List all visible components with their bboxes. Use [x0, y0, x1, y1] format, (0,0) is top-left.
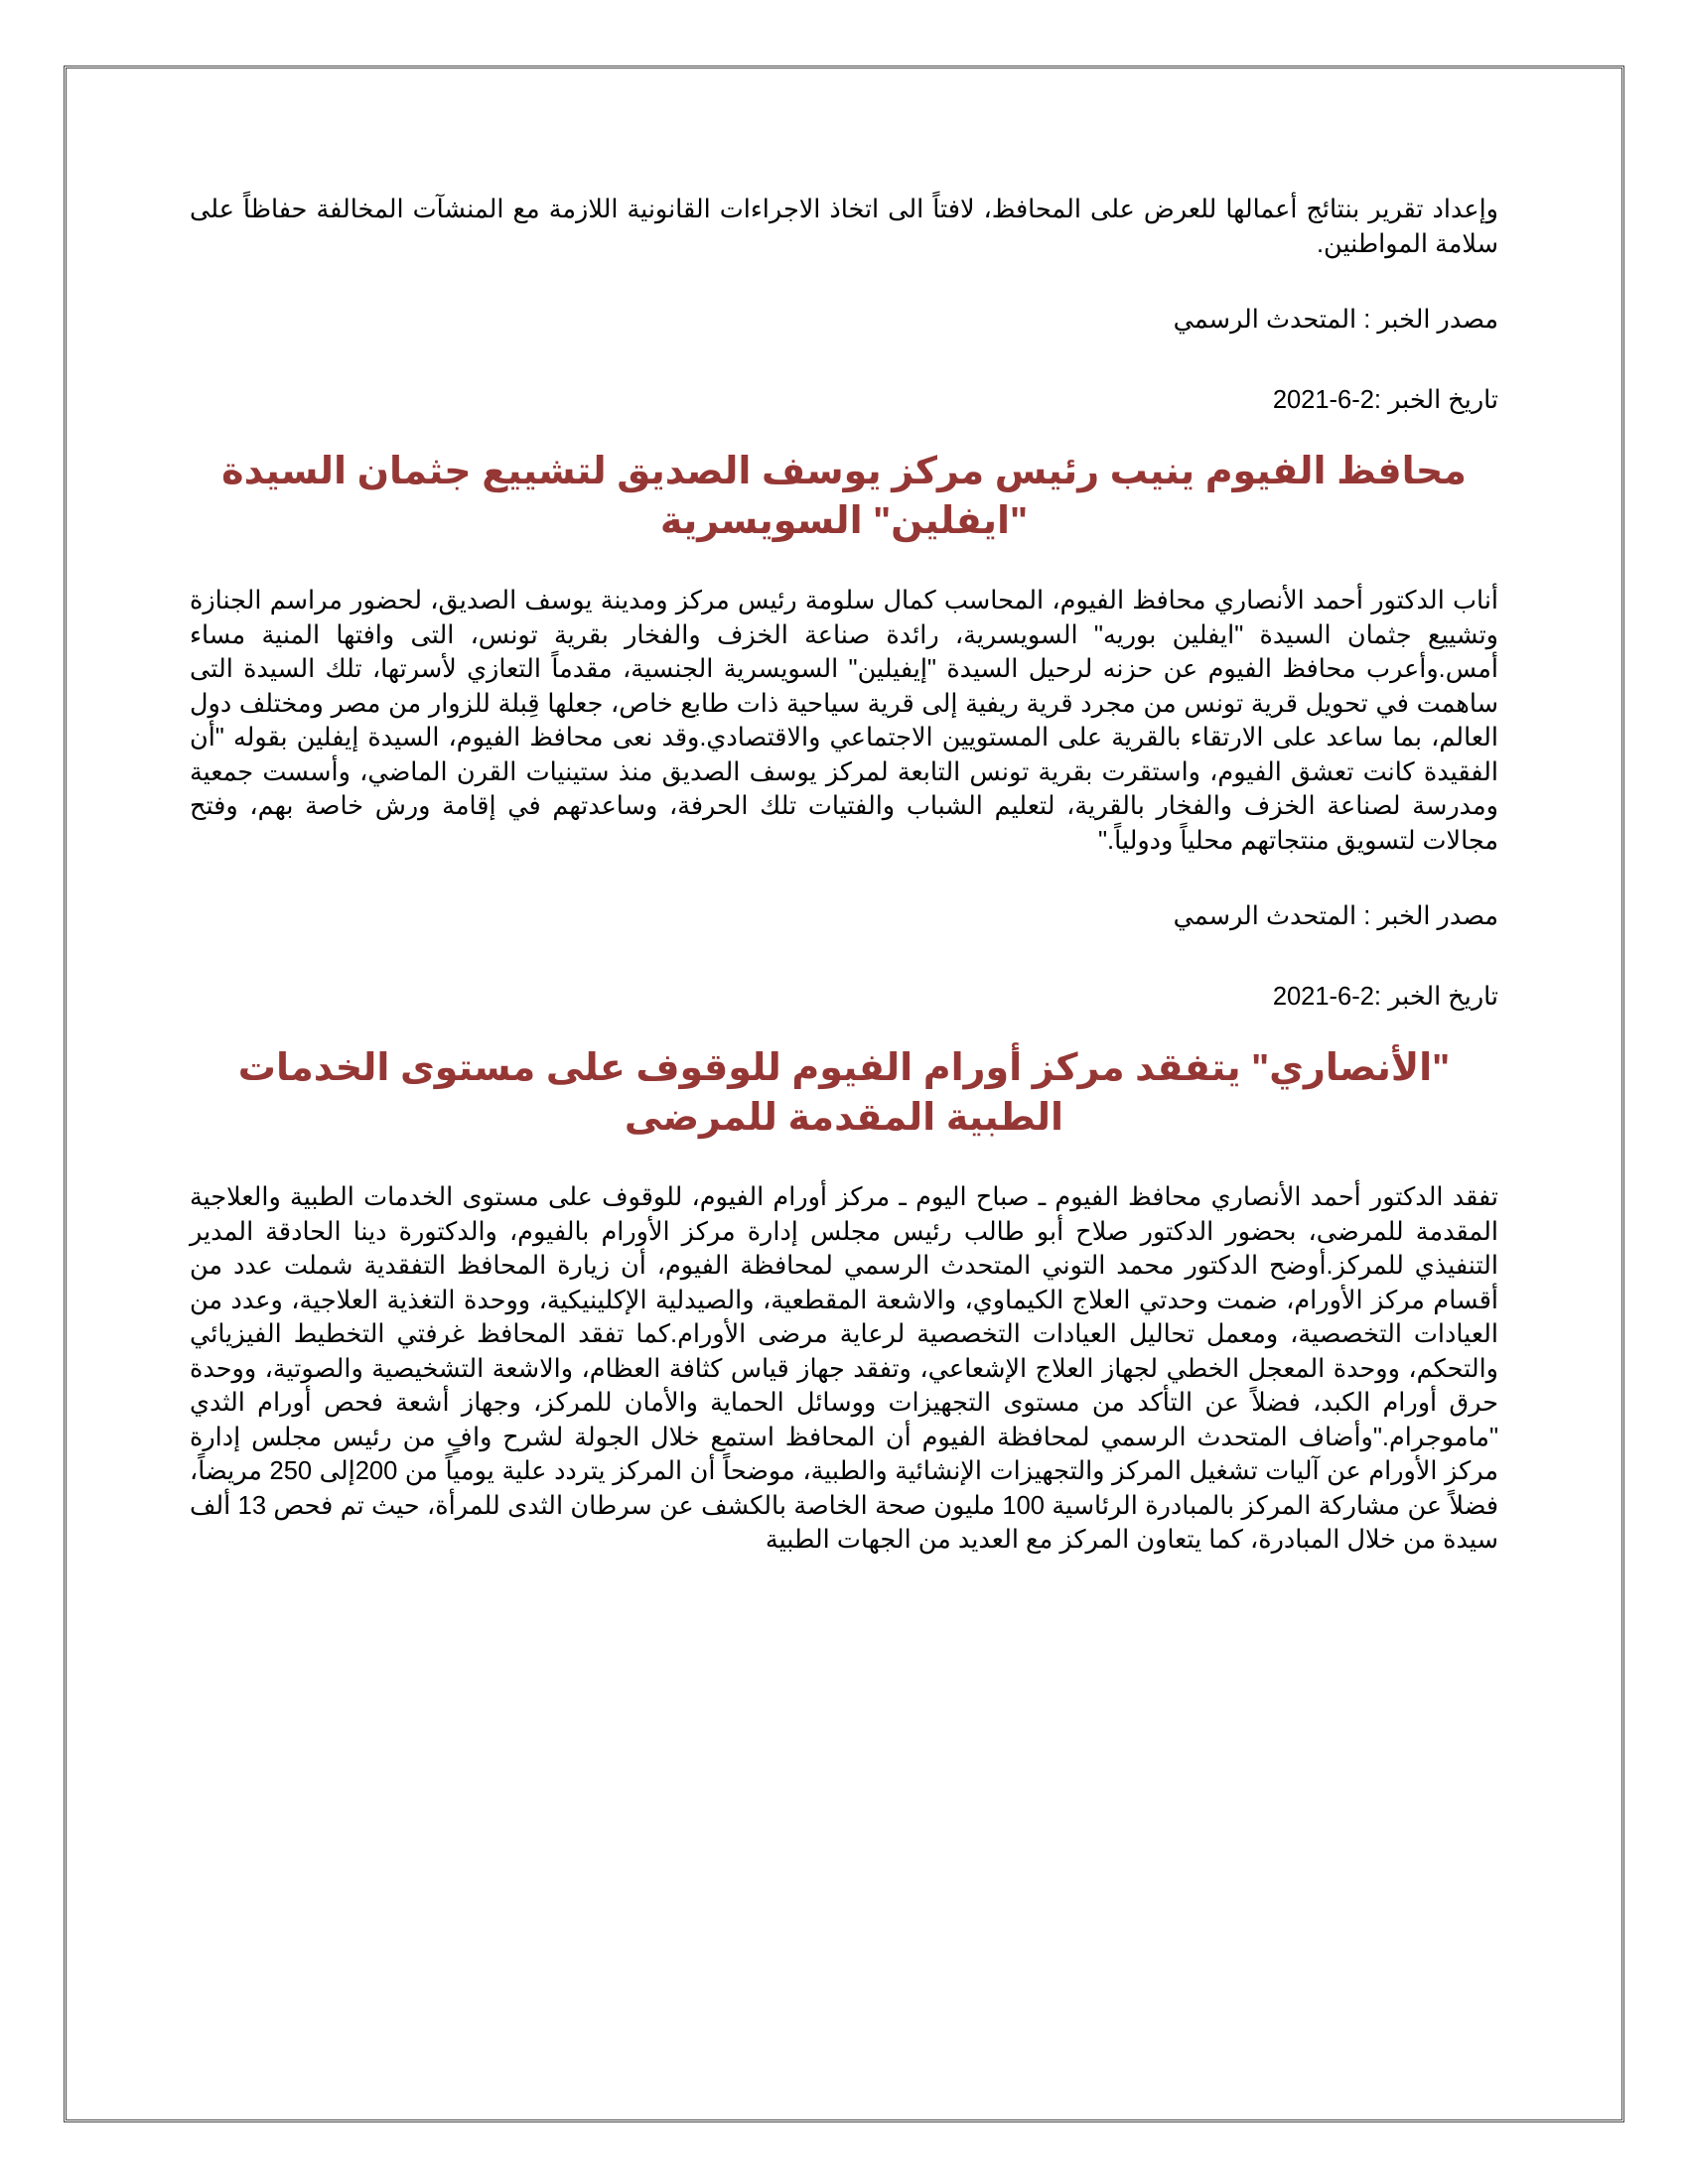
news-date: تاريخ الخبر :2-6-2021 — [1272, 983, 1498, 1011]
article-title: "الأنصاري" يتفقد مركز أورام الفيوم للوقوف على مستوى الخدمات الطبية المقدمة للمرضى — [237, 1047, 1451, 1139]
intro-paragraph: وإعداد تقرير بنتائج أعمالها للعرض على المحافظ، لافتاً الى اتخاذ الاجراءات القانونية اللازمة مع المنشآت المخالفة حفاظاً على سلامة المواطنين. — [190, 196, 1498, 258]
article-title: محافظ الفيوم ينيب رئيس مركز يوسف الصديق لتشييع جثمان السيدة "ايفلين" السويسرية — [221, 451, 1467, 542]
article-body: تفقد الدكتور أحمد الأنصاري محافظ الفيوم ـ صباح اليوم ـ مركز أورام الفيوم، للوقوف على مستوى الخدمات الطبية والعلاجية المقدمة للمرضى، بحضور الدكتور صلاح أبو طالب رئيس مجلس إدارة مركز الأورام بالفيوم، والدكتورة دينا الحادقة المدير التنفيذي للمركز.أوضح الدكتور محمد التوني المتحدث الرسمي لمحافظة الفيوم، أن زيارة المحافظ التفقدية شملت عدد من أقسام مركز الأورام، ضمت وحدتي العلاج الكيماوي، والاشعة المقطعية، والصيدلية الإكلينيكية، ووحدة التغذية العلاجية، وعدد من العيادات التخصصية، ومعمل تحاليل العيادات التخصصية لرعاية مرضى الأورام.كما تفقد المحافظ غرفتي التخطيط الفيزيائي والتحكم، ووحدة المعجل الخطي لجهاز العلاج الإشعاعي، وتفقد جهاز قياس كثافة العظام، والاشعة التشخيصية والصوتية، ووحدة حرق أورام الكبد، فضلاً عن التأكد من مستوى التجهيزات ووسائل الحماية والأمان للمركز، وجهاز أشعة فحص أورام الثدي "ماموجرام."وأضاف المتحدث الرسمي لمحافظة الفيوم أن المحافظ استمع خلال الجولة لشرح وافٍ من رئيس مجلس إدارة مركز الأورام عن آليات تشغيل المركز والتجهيزات الإنشائية والطبية، موضحاً أن المركز يتردد علية يومياً من 200إلى 250 مريضاً، فضلاً عن مشاركة المركز بالمبادرة الرئاسية 100 مليون صحة الخاصة بالكشف عن سرطان الثدى للمرأة، حيث تم فحص 13 ألف سيدة من خلال المبادرة، كما يتعاون المركز مع العديد من الجهات الطبية — [190, 1183, 1499, 1554]
article-body: أناب الدكتور أحمد الأنصاري محافظ الفيوم، المحاسب كمال سلومة رئيس مركز ومدينة يوسف الصديق، لحضور مراسم الجنازة وتشييع جثمان السيدة "ايفلين بوريه" السويسرية، رائدة صناعة الخزف والفخار بقرية تونس، التى وافتها المنية مساء أمس.وأعرب محافظ الفيوم عن حزنه لرحيل السيدة "إيفيلين" السويسرية الجنسية، مقدماً التعازي لأسرتها، تلك السيدة التى ساهمت في تحويل قرية تونس من مجرد قرية ريفية إلى قرية سياحية ذات طابع خاص، جعلها قِبلة للزوار من مصر ومختلف دول العالم، بما ساعد على الارتقاء بالقرية على المستويين الاجتماعي والاقتصادي.وقد نعى محافظ الفيوم، السيدة إيفلين بقوله "أن الفقيدة كانت تعشق الفيوم، واستقرت بقرية تونس التابعة لمركز يوسف الصديق منذ ستينيات القرن الماضي، وأسست جمعية ومدرسة لصناعة الخزف والفخار بالقرية، لتعليم الشباب والفتيات تلك الحرفة، وساعدتهم في إقامة ورش خاصة بهم، وفتح مجالات لتسويق منتجاتهم محلياً ودولياً." — [190, 587, 1498, 855]
news-date: تاريخ الخبر :2-6-2021 — [1272, 386, 1498, 414]
document-body — [190, 193, 1498, 1558]
news-source: مصدر الخبر : المتحدث الرسمي — [1173, 306, 1498, 334]
news-source: مصدر الخبر : المتحدث الرسمي — [1173, 902, 1498, 930]
